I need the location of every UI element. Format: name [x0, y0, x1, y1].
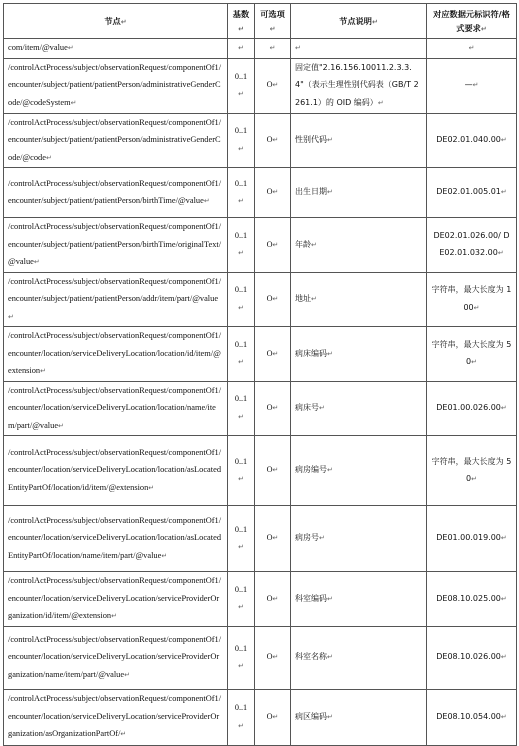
paragraph-mark-icon: ↵ — [272, 188, 279, 197]
optional-cell: O↵ — [255, 58, 291, 113]
paragraph-mark-icon: ↵ — [8, 312, 14, 321]
paragraph-mark-icon: ↵ — [33, 258, 40, 266]
paragraph-mark-icon: ↵ — [238, 358, 244, 367]
description-cell: 病床编码↵ — [291, 327, 427, 382]
standard-cell: DE08.10.054.00↵ — [427, 689, 517, 745]
standard-cell: DE02.01.026.00/ DE02.01.032.00↵ — [427, 218, 517, 273]
paragraph-mark-icon: ↵ — [238, 603, 244, 612]
description-cell: 科室编码↵ — [291, 572, 427, 627]
optional-cell: O↵ — [255, 272, 291, 327]
optional-cell: O↵ — [255, 168, 291, 218]
paragraph-mark-icon: ↵ — [238, 24, 244, 33]
paragraph-mark-icon: ↵ — [319, 534, 325, 543]
paragraph-mark-icon: ↵ — [311, 295, 317, 303]
paragraph-mark-icon: ↵ — [45, 153, 52, 162]
paragraph-mark-icon: ↵ — [238, 662, 244, 670]
cardinality-cell: 0..1↵ — [228, 327, 255, 382]
paragraph-mark-icon: ↵ — [471, 358, 477, 367]
table-row — [4, 381, 517, 436]
paragraph-mark-icon: ↵ — [311, 240, 317, 249]
optional-cell — [255, 39, 291, 59]
cardinality-cell: 0..1↵ — [228, 506, 255, 572]
paragraph-mark-icon: ↵ — [472, 81, 479, 90]
optional-cell: O↵ — [255, 506, 291, 572]
paragraph-mark-icon: ↵ — [238, 543, 244, 551]
paragraph-mark-icon: ↵ — [480, 24, 487, 33]
table-row — [4, 218, 517, 273]
cardinality-cell: 0..1↵ — [228, 381, 255, 436]
paragraph-mark-icon: ↵ — [500, 534, 507, 543]
node-spec-table — [3, 3, 517, 746]
standard-cell: DE08.10.026.00↵ — [427, 626, 517, 689]
standard-cell: 字符串，最大长度为 50↵ — [427, 436, 517, 506]
table-row — [4, 327, 517, 382]
paragraph-mark-icon: ↵ — [327, 136, 333, 144]
description-cell: 年龄↵ — [291, 218, 427, 273]
standard-cell: —↵ — [427, 58, 517, 113]
paragraph-mark-icon: ↵ — [58, 421, 64, 430]
optional-cell: O↵ — [255, 113, 291, 168]
standard-cell: DE01.00.026.00↵ — [427, 381, 517, 436]
optional-cell: O↵ — [255, 381, 291, 436]
paragraph-mark-icon: ↵ — [327, 466, 333, 475]
paragraph-mark-icon: ↵ — [468, 44, 475, 52]
standard-cell — [427, 39, 517, 59]
node-path-cell: /controlActProcess/subject/observationRequest/componentOf1/encounter/subject/patient/patientPerson/administrativeGenderCode/@codeSystem↵ — [4, 58, 228, 113]
paragraph-mark-icon: ↵ — [319, 404, 325, 412]
table-row — [4, 572, 517, 627]
optional-cell: O↵ — [255, 436, 291, 506]
node-path-cell: com/item/@value↵ — [4, 39, 228, 59]
cardinality-cell: 0..1↵ — [228, 572, 255, 627]
cardinality-cell: 0..1↵ — [228, 626, 255, 689]
cardinality-cell: 0..1↵ — [228, 58, 255, 113]
cardinality-cell: 0..1↵ — [228, 113, 255, 168]
paragraph-mark-icon: ↵ — [272, 653, 279, 662]
paragraph-mark-icon: ↵ — [269, 44, 276, 52]
paragraph-mark-icon: ↵ — [148, 483, 155, 492]
optional-cell: O↵ — [255, 218, 291, 273]
paragraph-mark-icon: ↵ — [272, 404, 279, 412]
node-path-cell: /controlActProcess/subject/observationRequest/componentOf1/encounter/subject/patient/patientPerson/addr/item/part/@value↵ — [4, 272, 228, 327]
paragraph-mark-icon: ↵ — [238, 44, 244, 52]
paragraph-mark-icon: ↵ — [500, 188, 507, 197]
header-optional: 可选项↵ — [255, 4, 291, 39]
optional-cell: O↵ — [255, 327, 291, 382]
header-description: 节点说明↵ — [291, 4, 427, 39]
table-row — [4, 626, 517, 689]
description-cell: 病床号↵ — [291, 381, 427, 436]
table-row — [4, 113, 517, 168]
description-cell: 病房编号↵ — [291, 436, 427, 506]
description-cell — [291, 39, 427, 59]
paragraph-mark-icon: ↵ — [272, 712, 279, 721]
paragraph-mark-icon: ↵ — [120, 730, 127, 739]
paragraph-mark-icon: ↵ — [272, 594, 279, 603]
paragraph-mark-icon: ↵ — [500, 136, 507, 144]
standard-cell: DE01.00.019.00↵ — [427, 506, 517, 572]
optional-cell: O↵ — [255, 626, 291, 689]
paragraph-mark-icon: ↵ — [377, 98, 384, 107]
table-row — [4, 436, 517, 506]
table-row — [4, 689, 517, 745]
table-header-row — [4, 4, 517, 39]
paragraph-mark-icon: ↵ — [238, 249, 244, 258]
paragraph-mark-icon: ↵ — [269, 24, 276, 33]
description-cell: 性别代码↵ — [291, 113, 427, 168]
header-node: 节点↵ — [4, 4, 228, 39]
paragraph-mark-icon: ↵ — [272, 466, 279, 475]
node-path-cell: /controlActProcess/subject/observationRequest/componentOf1/encounter/location/serviceDeliveryLocation/serviceProviderOrganization/id/item/@extension↵ — [4, 572, 228, 627]
paragraph-mark-icon: ↵ — [70, 98, 77, 107]
node-path-cell: /controlActProcess/subject/observationRequest/componentOf1/encounter/location/serviceDeliveryLocation/location/asLocatedEntityPartOf/location/id/item/@extension↵ — [4, 436, 228, 506]
cardinality-cell: 0..1↵ — [228, 689, 255, 745]
cardinality-cell: 0..1↵ — [228, 436, 255, 506]
paragraph-mark-icon: ↵ — [500, 653, 507, 662]
paragraph-mark-icon: ↵ — [327, 349, 333, 358]
paragraph-mark-icon: ↵ — [272, 136, 279, 144]
header-standard: 对应数据元标识符/格式要求↵ — [427, 4, 517, 39]
paragraph-mark-icon: ↵ — [327, 653, 333, 662]
node-path-cell: /controlActProcess/subject/observationRequest/componentOf1/encounter/location/serviceDeliveryLocation/serviceProviderOrganization/name/item/part/@value↵ — [4, 626, 228, 689]
cardinality-cell: 0..1↵ — [228, 218, 255, 273]
paragraph-mark-icon: ↵ — [272, 534, 279, 543]
node-path-cell: /controlActProcess/subject/observationRequest/componentOf1/encounter/location/serviceDeliveryLocation/location/asLocatedEntityPartOf/location/name/item/part/@value↵ — [4, 506, 228, 572]
description-cell: 病房号↵ — [291, 506, 427, 572]
paragraph-mark-icon: ↵ — [67, 44, 74, 52]
cardinality-cell — [228, 39, 255, 59]
paragraph-mark-icon: ↵ — [272, 81, 279, 90]
paragraph-mark-icon: ↵ — [238, 144, 244, 153]
paragraph-mark-icon: ↵ — [238, 475, 244, 483]
paragraph-mark-icon: ↵ — [497, 249, 504, 258]
node-path-cell: /controlActProcess/subject/observationRequest/componentOf1/encounter/subject/patient/patientPerson/birthTime/originalText/@value↵ — [4, 218, 228, 273]
paragraph-mark-icon: ↵ — [327, 594, 333, 603]
table-row — [4, 272, 517, 327]
node-path-cell: /controlActProcess/subject/observationRequest/componentOf1/encounter/location/serviceDeliveryLocation/serviceProviderOrganization/asOrganizationPartOf/↵ — [4, 689, 228, 745]
paragraph-mark-icon: ↵ — [500, 594, 507, 603]
description-cell: 地址↵ — [291, 272, 427, 327]
paragraph-mark-icon: ↵ — [238, 90, 244, 98]
cardinality-cell: 0..1↵ — [228, 272, 255, 327]
standard-cell: DE02.01.040.00↵ — [427, 113, 517, 168]
table-row — [4, 506, 517, 572]
paragraph-mark-icon: ↵ — [238, 721, 244, 730]
description-cell: 出生日期↵ — [291, 168, 427, 218]
paragraph-mark-icon: ↵ — [111, 612, 117, 620]
standard-cell: DE02.01.005.01↵ — [427, 168, 517, 218]
node-path-cell: /controlActProcess/subject/observationRequest/componentOf1/encounter/location/serviceDeliveryLocation/location/id/item/@extension↵ — [4, 327, 228, 382]
paragraph-mark-icon: ↵ — [238, 303, 244, 312]
paragraph-mark-icon: ↵ — [272, 240, 279, 249]
node-path-cell: /controlActProcess/subject/observationRequest/componentOf1/encounter/subject/patient/patientPerson/administrativeGenderCode/@code↵ — [4, 113, 228, 168]
paragraph-mark-icon: ↵ — [203, 197, 210, 205]
optional-cell: O↵ — [255, 572, 291, 627]
standard-cell: DE08.10.025.00↵ — [427, 572, 517, 627]
optional-cell: O↵ — [255, 689, 291, 745]
header-cardinality: 基数↵ — [228, 4, 255, 39]
paragraph-mark-icon: ↵ — [471, 475, 477, 483]
paragraph-mark-icon: ↵ — [40, 367, 46, 375]
paragraph-mark-icon: ↵ — [327, 188, 333, 197]
paragraph-mark-icon: ↵ — [272, 349, 279, 358]
description-cell: 固定值"2.16.156.10011.2.3.3.4"（表示生理性别代码表（GB/T 2261.1）的 OID 编码）↵ — [291, 58, 427, 113]
paragraph-mark-icon: ↵ — [124, 670, 130, 679]
table-row — [4, 39, 517, 59]
paragraph-mark-icon: ↵ — [238, 197, 244, 205]
paragraph-mark-icon: ↵ — [473, 303, 480, 312]
description-cell: 科室名称↵ — [291, 626, 427, 689]
paragraph-mark-icon: ↵ — [120, 17, 127, 26]
cardinality-cell: 0..1↵ — [228, 168, 255, 218]
paragraph-mark-icon: ↵ — [272, 295, 279, 303]
description-cell: 病区编码↵ — [291, 689, 427, 745]
paragraph-mark-icon: ↵ — [238, 412, 244, 421]
paragraph-mark-icon: ↵ — [327, 712, 333, 721]
node-path-cell: /controlActProcess/subject/observationRequest/componentOf1/encounter/subject/patient/patientPerson/birthTime/@value↵ — [4, 168, 228, 218]
table-row — [4, 58, 517, 113]
standard-cell: 字符串，最大长度为 50↵ — [427, 327, 517, 382]
paragraph-mark-icon: ↵ — [371, 17, 378, 26]
paragraph-mark-icon: ↵ — [161, 551, 168, 560]
table-row — [4, 168, 517, 218]
paragraph-mark-icon: ↵ — [500, 404, 507, 412]
standard-cell: 字符串，最大长度为 100↵ — [427, 272, 517, 327]
paragraph-mark-icon: ↵ — [500, 712, 507, 721]
node-path-cell: /controlActProcess/subject/observationRequest/componentOf1/encounter/location/serviceDeliveryLocation/location/name/item/part/@value↵ — [4, 381, 228, 436]
paragraph-mark-icon: ↵ — [295, 44, 301, 52]
